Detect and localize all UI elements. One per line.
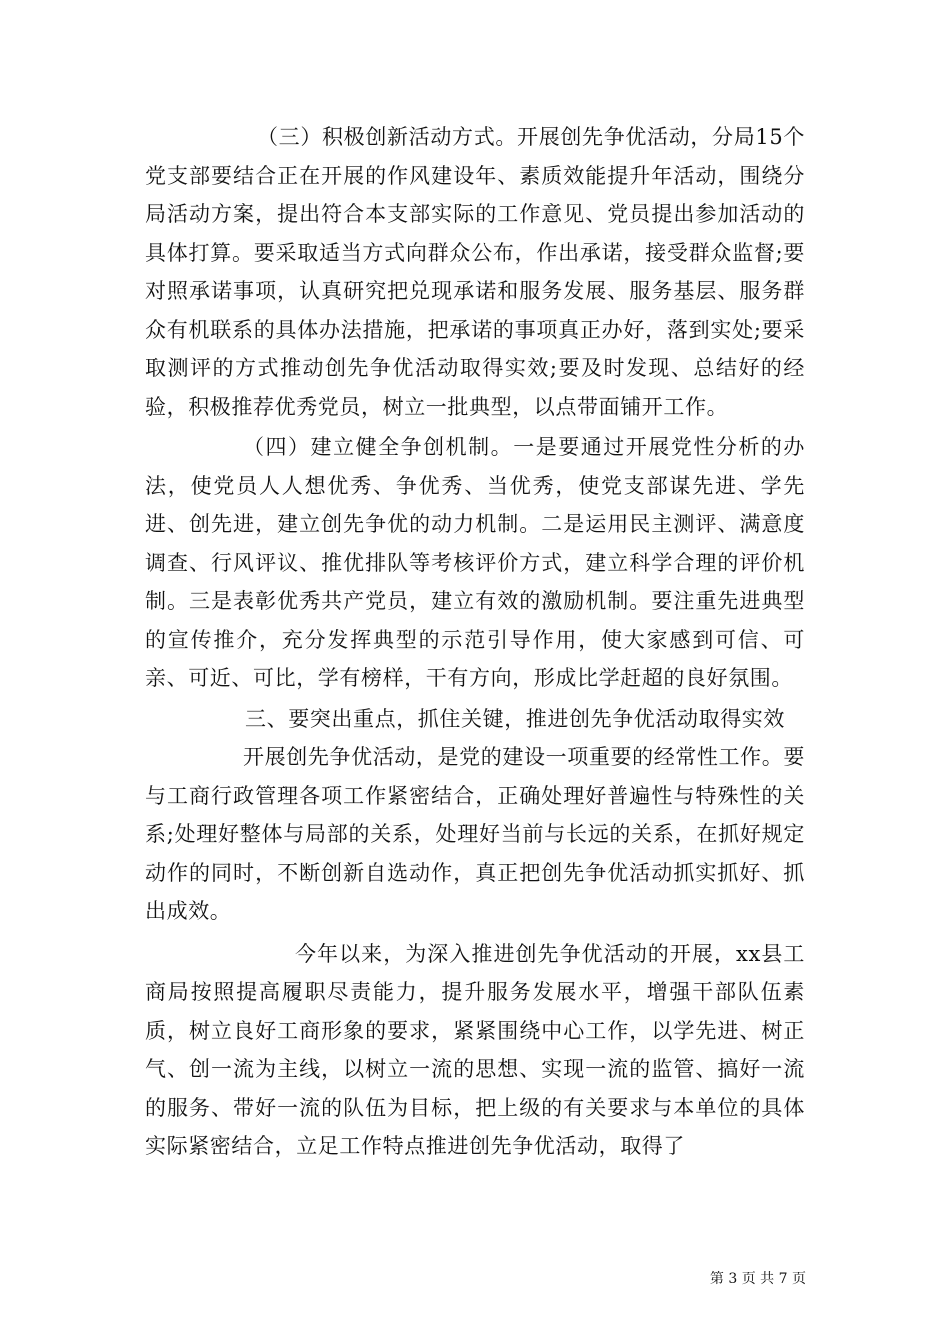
paragraph-county-bureau: 今年以来，为深入推进创先争优活动的开展，xx县工商局按照提高履职尽责能力，提升服务发展水平，增强干部队伍素质，树立良好工商形象的要求，紧紧围绕中心工作，以学先进、树正气、创一流为主线，以树立一流的思想、实现一流的监管、搞好一流的服务、带好一流的队伍为目标，把上级的有关要求与本单位的具体实际紧密结合，立足工作特点推进创先争优活动，取得了 [145, 941, 805, 1158]
document-body [145, 118, 805, 1166]
paragraph-mechanism: （四）建立健全争创机制。一是要通过开展党性分析的办法，使党员人人想优秀、争优秀、当优秀，使党支部谋先进、学先进、创先进，建立创先争优的动力机制。二是运用民主测评、满意度调查、行风评议、推优排队等考核评价方式，建立科学合理的评价机制。三是表彰优秀共产党员，建立有效的激励机制。要注重先进典型的宣传推介，充分发挥典型的示范引导作用，使大家感到可信、可亲、可近、可比，学有榜样，干有方向，形成比学赶超的良好氛围。 [145, 435, 805, 690]
paragraph-key-points: 开展创先争优活动，是党的建设一项重要的经常性工作。要与工商行政管理各项工作紧密结合，正确处理好普遍性与特殊性的关系;处理好整体与局部的关系，处理好当前与长远的关系，在抓好规定动作的同时，不断创新自选动作，真正把创先争优活动抓实抓好、抓出成效。 [145, 745, 805, 923]
paragraph-innovate-methods: （三）积极创新活动方式。开展创先争优活动，分局15个党支部要结合正在开展的作风建设年、素质效能提升年活动，围绕分局活动方案，提出符合本支部实际的工作意见、党员提出参加活动的具体打算。要采取适当方式向群众公布，作出承诺，接受群众监督;要对照承诺事项，认真研究把兑现承诺和服务发展、服务基层、服务群众有机联系的具体办法措施，把承诺的事项真正办好，落到实处;要采取测评的方式推动创先争优活动取得实效;要及时发现、总结好的经验，积极推荐优秀党员，树立一批典型，以点带面铺开工作。 [145, 125, 805, 419]
section-heading-three: 三、要突出重点，抓住关键，推进创先争优活动取得实效 [245, 706, 785, 731]
page-number: 第 3 页 共 7 页 [709, 1271, 806, 1287]
